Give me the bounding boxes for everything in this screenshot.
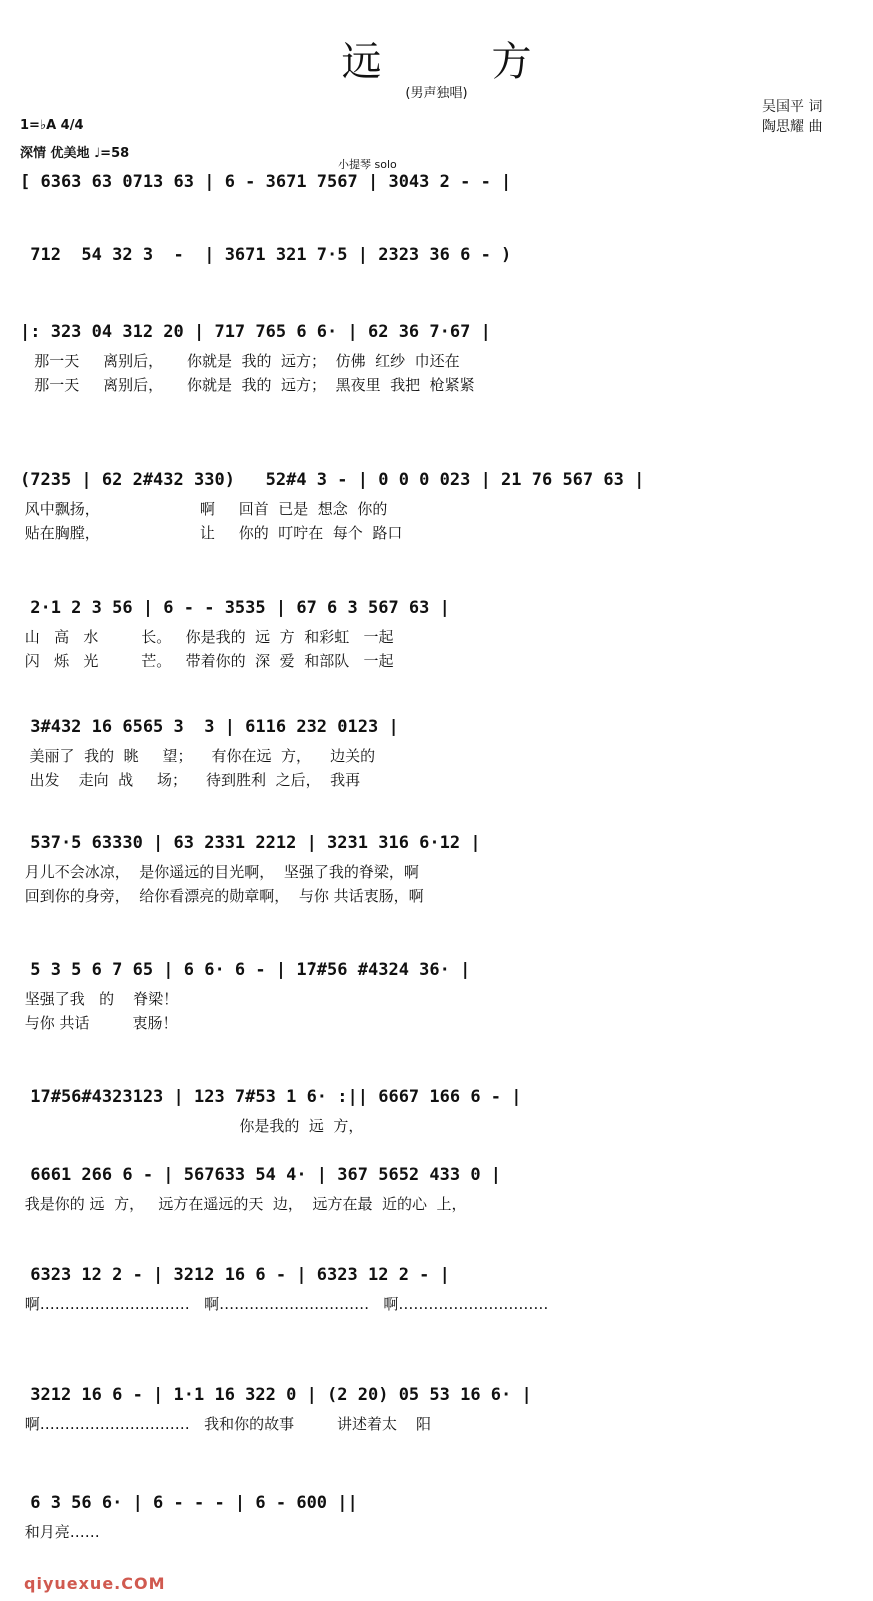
notation-line: |: 323 04 312 20 | 717 765 6 6· | 62 36 7·67 | <box>20 322 491 342</box>
instrument-annotation: 小提琴 solo <box>338 158 397 171</box>
notation-line: [ 6363 63 0713 63 | 6 - 3671 7567 | 3043 2 - - | <box>20 172 512 192</box>
lyric-line: 与你 共话 衷肠！ <box>20 1014 178 1032</box>
lyric-line: 风中飘扬， 啊 回首 已是 想念 你的 <box>20 500 388 518</box>
watermark-text: qiyuexue.COM <box>24 1574 166 1593</box>
lyric-line: 山 高 水 长。 你是我的 远 方 和彩虹 一起 <box>20 628 394 646</box>
lyric-line: 我是你的 远 方， 远方在遥远的天 边， 远方在最 近的心 上， <box>20 1195 467 1213</box>
notation-line: (7235 | 62 2#432 330) 52#4 3 - | 0 0 0 023 | 21 76 567 63 | <box>20 470 645 490</box>
notation-line: 5 3 5 6 7 65 | 6 6· 6 - | 1̇7#56 #4324 36· | <box>20 960 471 980</box>
lyricist-credit: 吴国平 词 <box>762 99 823 115</box>
composer-credit: 陶思耀 曲 <box>762 119 823 135</box>
lyric-line: 出发 走向 战 场； 待到胜利 之后， 我再 <box>20 771 361 789</box>
notation-line: 3212 16 6 - | 1·1 16 322 0 | (2 20) 05 53 16 6· | <box>20 1385 532 1405</box>
notation-line: 17#56#4323123 | 123 7#53 1 6· :|| 6667 166 6 - | <box>20 1087 522 1107</box>
lyric-line: 那一天 离别后， 你就是 我的 远方； 仿佛 红纱 巾还在 <box>20 352 460 370</box>
lyric-line: 坚强了我 的 脊梁！ <box>20 990 179 1008</box>
lyric-line: 那一天 离别后， 你就是 我的 远方； 黑夜里 我把 枪紧紧 <box>20 376 475 394</box>
lyric-line: 和月亮…… <box>20 1523 100 1541</box>
score-title: 远方 <box>341 39 642 85</box>
lyric-line: 你是我的 远 方， <box>20 1117 364 1135</box>
notation-line: 712 54 32 3 - | 3671 321 7·5 | 2323 36 6 - ) <box>20 245 512 265</box>
notation-line: 3#432 16 6565 3 3 | 6116 232 0123 | <box>20 717 399 737</box>
lyric-line: 闪 烁 光 芒。 带着你的 深 爱 和部队 一起 <box>20 652 394 670</box>
lyric-line: 啊………………………… 我和你的故事 讲述着太 阳 <box>20 1415 432 1433</box>
lyric-line: 月儿不会冰凉， 是你遥远的目光啊， 坚强了我的脊梁，啊 <box>20 863 419 881</box>
notation-line: 6 3 56 6· | 6 - - - | 6 - 600 || <box>20 1493 358 1513</box>
lyric-line: 美丽了 我的 眺 望； 有你在远 方， 边关的 <box>20 747 376 765</box>
lyric-line: 啊………………………… 啊………………………… 啊………………………… <box>20 1295 549 1313</box>
notation-line: 2·1 2 3 56 | 6 - - 3535 | 67 6 3 567 63 | <box>20 598 450 618</box>
lyric-line: 贴在胸膛， 让 你的 叮咛在 每个 路口 <box>20 524 403 542</box>
score-subtitle: (男声独唱) <box>405 86 468 101</box>
notation-line: 537·5 63330 | 63 2331 2212 | 3231 316 6·12 | <box>20 833 481 853</box>
key-signature: 1=♭A 4/4 <box>20 118 84 133</box>
lyric-line: 回到你的身旁， 给你看漂亮的勋章啊， 与你 共话衷肠，啊 <box>20 887 424 905</box>
tempo-marking: 深情 优美地 ♩=58 <box>20 146 130 161</box>
notation-line: 6323 12 2 - | 3212 16 6 - | 6323 12 2 - | <box>20 1265 450 1285</box>
notation-line: 6661 266 6 - | 567633 54 4· | 367 5652 433 0 | <box>20 1165 502 1185</box>
